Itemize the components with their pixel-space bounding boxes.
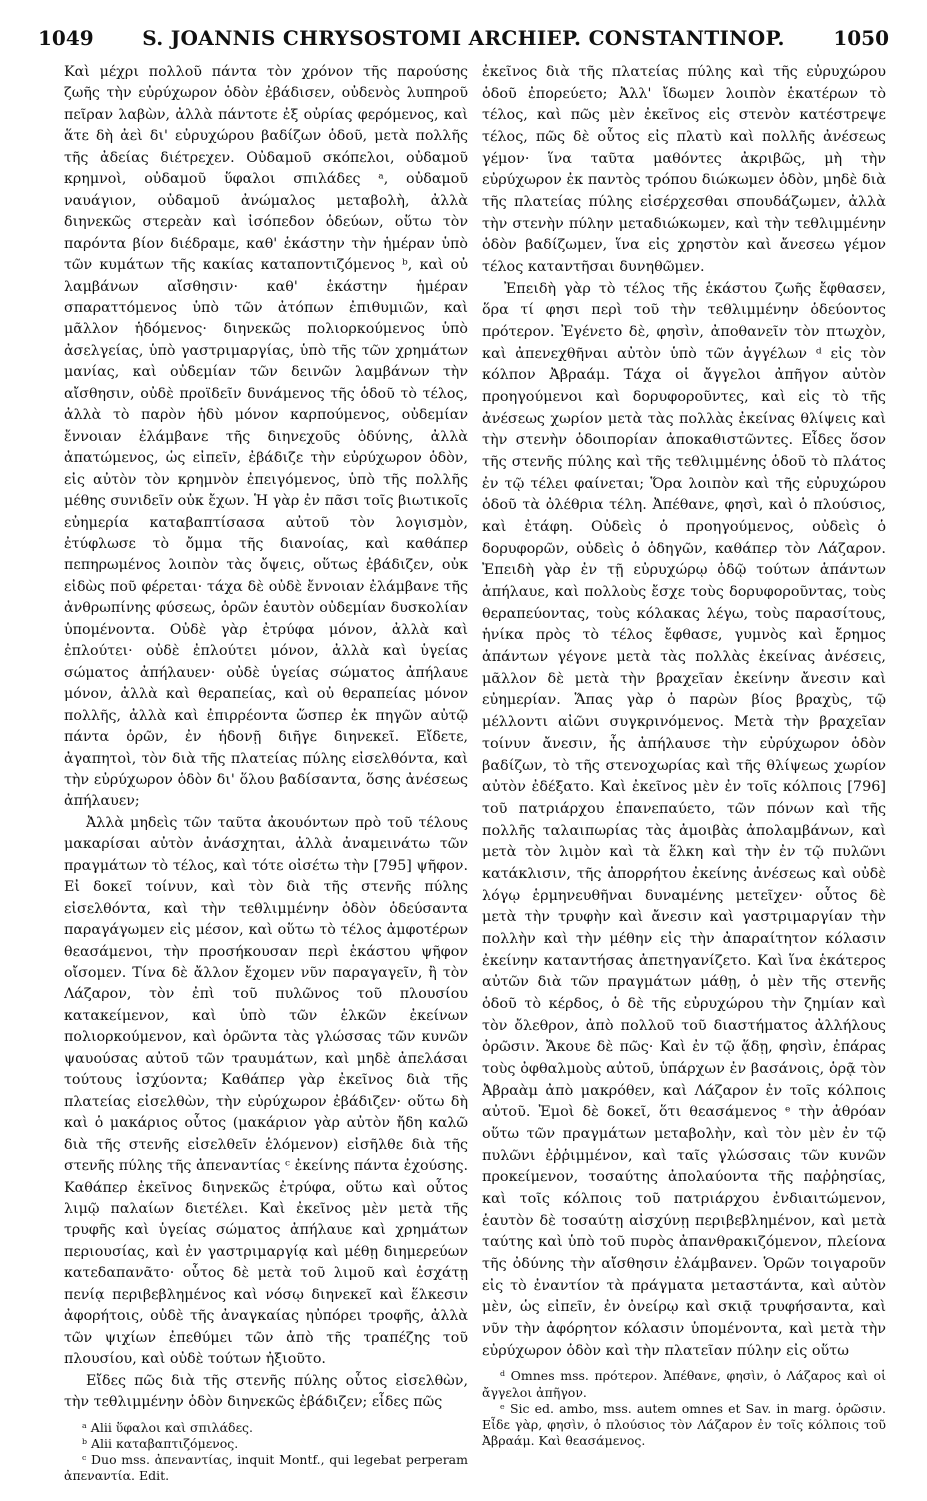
left-paragraph-2: Ἀλλὰ μηδεὶς τῶν ταῦτα ἀκουόντων πρὸ τοῦ τέλους μακαρίσαι αὐτὸν ἀνάσχηται, ἀλλὰ ἀναμεινάτω τῶν πραγμάτων τὸ τέλος, καὶ τότε οἰσέτω τὴν [795] ψῆφον. Εἰ δοκεῖ τοίνυν, καὶ τὸν διὰ τῆς στενῆς πύλης εἰσελθόντα, καὶ τὴν τεθλιμμένην ὁδὸν ὁδεύσαντα παραγάγωμεν εἰς μέσον, καὶ οὕτω τὸ τέλος ἀμφοτέρων θεασάμενοι, τὴν προσήκουσαν περὶ ἑκάστου ψῆφον οἴσομεν. Τίνα δὲ ἄλλον ἔχομεν νῦν παραγαγεῖν, ἢ τὸν Λάζαρον, τὸν ἐπὶ τοῦ πυλῶνος τοῦ πλουσίου κατακείμενον, καὶ ὑπὸ τῶν ἑλκῶν ἐκείνων πολιορκούμενον, καὶ ὁρῶντα τὰς γλώσσας τῶν κυνῶν ψαυούσας αὐτοῦ τῶν τραυμάτων, καὶ μηδὲ ἀπελάσαι τούτους ἰσχύοντα; Καθάπερ γὰρ ἐκεῖνος διὰ τῆς πλατείας εἰσελθὼν, τὴν εὐρύχωρον ἐβάδιζεν· οὕτω δὴ καὶ ὁ μακάριος οὗτος (μακάριον γὰρ αὐτὸν ἤδη καλῶ διὰ τῆς στενῆς εἰσελθεῖν ἑλόμενον) εἰσῆλθε διὰ τῆς στενῆς πύλης τῆς ἀπεναντίας ᶜ ἐκείνης πάντα ἐχούσης. Καθάπερ ἐκεῖνος διηνεκῶς ἐτρύφα, οὕτω καὶ οὗτος λιμῷ παλαίων διετέλει. Καὶ ἐκεῖνος μὲν μετὰ τῆς τρυφῆς καὶ ὑγείας σώματος ἀπήλαυε καὶ χρημάτων περιουσίας, καὶ ἐν γαστριμαργίᾳ καὶ μέθῃ διημερεύων κατεδαπανᾶτο· οὗτος δὲ μετὰ τοῦ λιμοῦ καὶ ἐσχάτῃ πενίᾳ περιβεβλημένος καὶ νόσῳ διηνεκεῖ καὶ ἕλκεσιν ἀφορήτοις, οὐδὲ τῆς ἀναγκαίας ηὐπόρει τροφῆς, ἀλλὰ τῶν ψιχίων ἐπεθύμει τῶν ἀπὸ τῆς τραπέζης τοῦ πλουσίου, καὶ οὐδὲ τούτων ἠξιοῦτο. [64, 814, 468, 1368]
footnote-b: ᵇ Alii καταβαπτιζόμενος. [82, 1435, 239, 1451]
left-paragraph-1: Καὶ μέχρι πολλοῦ πάντα τὸν χρόνον τῆς παρούσης ζωῆς τὴν εὐρύχωρον ὁδὸν ἐβάδισεν, οὐδενὸς λυπηροῦ πεῖραν λαβὼν, ἀλλὰ πάντοτε ἐξ οὐρίας φερόμενος, καὶ ἅτε δὴ ἀεὶ δι' εὐρυχώρου βαδίζων ὁδοῦ, μετὰ πολλῆς τῆς ἀδείας διέτρεχεν. Οὐδαμοῦ σκόπελοι, οὐδαμοῦ κρημνοὶ, οὐδαμοῦ ὕφαλοι σπιλάδες ᵃ, οὐδαμοῦ ναυάγιον, οὐδαμοῦ ἀνώμαλος μεταβολὴ, ἀλλὰ διηνεκῶς στερεὰν καὶ ἰσόπεδον ὁδεύων, οὕτω τὸν παρόντα βίον διέδραμε, καθ' ἑκάστην τὴν ἡμέραν ὑπὸ τῶν κυμάτων τῆς κακίας καταποντιζόμενος ᵇ, καὶ οὐ λαμβάνων αἴσθησιν· καθ' ἑκάστην ἡμέραν σπαραττόμενος ὑπὸ τῶν ἀτόπων ἐπιθυμιῶν, καὶ μᾶλλον ἡδόμενος· διηνεκῶς πολιορκούμενος ὑπὸ ἀσελγείας, ὑπὸ γαστριμαργίας, ὑπὸ τῆς τῶν χρημάτων μανίας, καὶ οὐδεμίαν τῶν δεινῶν λαμβάνων τὴν αἴσθησιν, οὐδὲ προϊδεῖν δυνάμενος τῆς ὁδοῦ τὸ τέλος, ἀλλὰ τὸ παρὸν ἡδὺ μόνον καρπούμενος, οὐδεμίαν ἔννοιαν ἐλάμβανε τῆς διηνεχοῦς ὀδύνης, ἀλλὰ ἀπατώμενος, ὡς εἰπεῖν, ἐβάδιζε τὴν εὐρύχωρον ὁδὸν, εἰς αὐτὸν τὸν κρημνὸν ἐπειγόμενος, ὑπὸ τῆς πολλῆς μέθης συνιδεῖν οὐκ ἔχων. Ἡ γὰρ ἐν πᾶσι τοῖς βιωτικοῖς εὐημερία καταβαπτίσασα αὐτοῦ τὸν λογισμὸν, ἐτύφλωσε τὸ ὄμμα τῆς διανοίας, καὶ καθάπερ πεπηρωμένος λοιπὸν τὰς ὄψεις, οὕτως ἐβάδιζεν, οὐκ εἰδὼς ποῦ φέρεται· τάχα δὲ οὐδὲ ἔννοιαν ἐλάμβανε τῆς ἀνθρωπίνης φύσεως, ὁρῶν ἑαυτὸν οὐδεμίαν δυσκολίαν ὑπομένοντα. Οὐδὲ γὰρ ἐτρύφα μόνον, ἀλλὰ καὶ ἐπλούτει· οὐδὲ ἐπλούτει μόνον, ἀλλὰ καὶ ὑγείας σώματος ἀπήλαυεν· οὐδὲ ὑγείας σώματος ἀπήλαυε μόνον, ἀλλὰ καὶ θεραπείας, καὶ οὐ θεραπείας μόνον πολλῆς, ἀλλὰ καὶ ἐπιρρέοντα ὥσπερ ἐκ πηγῶν αὐτῷ πάντα ὁρῶν, ἐν ἡδονῇ διῆγε διηνεκεῖ. Εἴδετε, ἀγαπητοὶ, τὸν διὰ τῆς πλατείας πύλης εἰσελθόντα, καὶ τὴν εὐρύχωρον ὁδὸν δι' ὅλου βαδίσαντα, ὅσης ἀνέσεως ἀπήλαυεν; [64, 64, 468, 810]
footnote-e: ᵉ Sic ed. ambo, mss. autem omnes et Sav. in marg. ὁρῶσιν. Εἶδε γὰρ, φησὶν, ὁ πλούσιος τὸν Λάζαρον ἐν τοῖς κόλποις τοῦ Ἀβραάμ. Καὶ θεασάμενος. [482, 1400, 886, 1449]
running-title: S. JOANNIS CHRYSOSTOMI ARCHIEP. CONSTANTINOP. [142, 26, 785, 50]
right-paragraph-1: ἐκεῖνος διὰ τῆς πλατείας πύλης καὶ τῆς εὐρυχώρου ὁδοῦ ἐπορεύετο; Ἀλλ' ἴδωμεν λοιπὸν ἑκατέρων τὸ τέλος, καὶ πῶς μὲν ἐκεῖνος εἰς στενὸν κατέστρεψε τέλος, πῶς δὲ οὗτος εἰς πλατὺ καὶ πολλῆς ἀνέσεως γέμον· ἵνα ταῦτα μαθόντες ἀκριβῶς, μὴ τὴν εὐρύχωρον ἐκ παντὸς τρόπου διώκωμεν ὁδὸν, μηδὲ διὰ τῆς πλατείας πύλης εἰσέρχεσθαι σπουδάζωμεν, ἀλλὰ τὴν στενὴν πύλην μεταδιώκωμεν, καὶ τὴν τεθλιμμένην ὁδὸν βαδίζωμεν, ἵνα εἰς χρηστὸν καὶ ἄνεσεω γέμον τέλος καταντῆσαι δυνηθῶμεν. [482, 64, 886, 276]
right-column [482, 62, 886, 1449]
page-number-left: 1049 [38, 26, 94, 50]
right-paragraph-2: Ἐπειδὴ γὰρ τὸ τέλος τῆς ἑκάστου ζωῆς ἔφθασεν, ὅρα τί φησι περὶ τοῦ τὴν τεθλιμμένην ὁδεύοντος πρότερον. Ἐγένετο δὲ, φησὶν, ἀποθανεῖν τὸν πτωχὸν, καὶ ἀπενεχθῆναι αὐτὸν ὑπὸ τῶν ἀγγέλων ᵈ εἰς τὸν κόλπον Ἀβραάμ. Τάχα οἱ ἄγγελοι ἀπῆγον αὐτὸν προηγούμενοι καὶ δορυφοροῦντες, καὶ εἰς τὸ τῆς ἀνέσεως χωρίον μετὰ τὰς πολλὰς ἐκείνας θλίψεις καὶ τὴν στενὴν ὁδοιπορίαν ἀποκαθιστῶντες. Εἶδες ὅσον τῆς στενῆς πύλης καὶ τῆς τεθλιμμένης ὁδοῦ τὸ πλάτος ἐν τῷ τέλει φαίνεται; Ὅρα λοιπὸν καὶ τῆς εὐρυχώρου ὁδοῦ τὰ ὀλέθρια τέλη. Ἀπέθανε, φησὶ, καὶ ὁ πλούσιος, καὶ ἐτάφη. Οὐδεὶς ὁ προηγούμενος, οὐδεὶς ὁ δορυφορῶν, οὐδεὶς ὁ ὁδηγῶν, καθάπερ τὸν Λάζαρον. Ἐπειδὴ γὰρ ἐν τῇ εὐρυχώρῳ ὁδῷ τούτων ἁπάντων ἀπήλαυε, καὶ πολλοὺς ἔσχε τοὺς δορυφοροῦντας, τοὺς θεραπεύοντας, τοὺς κόλακας λέγω, τοὺς παρασίτους, ἡνίκα πρὸς τὸ τέλος ἔφθασε, γυμνὸς καὶ ἔρημος ἁπάντων γέγονε μετὰ τὰς πολλὰς ἐκείνας ἀνέσεις, μᾶλλον δὲ μετὰ τὴν βραχεῖαν ἐκείνην ἄνεσιν καὶ εὐημερίαν. Ἅπας γὰρ ὁ παρὼν βίος βραχὺς, τῷ μέλλοντι αἰῶνι συγκρινόμενος. Μετὰ τὴν βραχεῖαν τοίνυν ἄνεσιν, ἧς ἀπήλαυσε τὴν εὐρύχωρον ὁδὸν βαδίζων, τὸ τῆς στενοχωρίας καὶ τῆς θλίψεως χωρίον αὐτὸν ἐδέξατο. Καὶ ἐκεῖνος μὲν ἐν τοῖς κόλποις [796] τοῦ πατριάρχου ἐπανεπαύετο, τῶν πόνων καὶ τῆς πολλῆς ταλαιπωρίας τὰς ἀμοιβὰς ἀπολαμβάνων, καὶ μετὰ τὸν λιμὸν καὶ τὰ ἕλκη καὶ τὴν ἐν τῷ πυλῶνι κατάκλισιν, τῆς ἀπορρήτου ἐκείνης ἀνέσεως καὶ οὐδὲ λόγῳ ἑρμηνευθῆναι δυναμένης μετεῖχεν· οὗτος δὲ μετὰ τὴν τρυφὴν καὶ ἄνεσιν καὶ γαστριμαργίαν τὴν πολλὴν καὶ τὴν μέθην εἰς τὴν ἀπαραίτητον κόλασιν ἐκείνην καταντήσας ἀπετηγανίζετο. Καὶ ἵνα ἑκάτερος αὐτῶν διὰ τῶν πραγμάτων μάθῃ, ὁ μὲν τῆς στενῆς ὁδοῦ τὸ κέρδος, ὁ δὲ τῆς εὐρυχώρου τὴν ζημίαν καὶ τὸν ὄλεθρον, ἀπὸ πολλοῦ τοῦ διαστήματος ἀλλήλους ὁρῶσιν. Ἄκουε δὲ πῶς· Καὶ ἐν τῷ ᾅδῃ, φησὶν, ἐπάρας τοὺς ὀφθαλμοὺς αὐτοῦ, ὑπάρχων ἐν βασάνοις, ὁρᾷ τὸν Ἀβραὰμ ἀπὸ μακρόθεν, καὶ Λάζαρον ἐν τοῖς κόλποις αὐτοῦ. Ἐμοὶ δὲ δοκεῖ, ὅτι θεασάμενος ᵉ τὴν ἀθρόαν οὕτω τῶν πραγμάτων μεταβολὴν, καὶ τὸν μὲν ἐν τῷ πυλῶνι ἐῤῥιμμένον, καὶ ταῖς γλώσσαις τῶν κυνῶν προκείμενον, τοσαύτης ἀπολαύοντα τῆς παῤῥησίας, καὶ τοῖς κόλποις τοῦ πατριάρχου ἐνδιαιτώμενον, ἑαυτὸν δὲ τοσαύτῃ αἰσχύνῃ περιβεβλημένον, καὶ μετὰ ταύτης καὶ ὑπὸ τοῦ πυρὸς ἀπανθρακιζόμενον, πλείονα τῆς ὀδύνης τὴν αἴσθησιν ἐλάμβανεν. Ὁρῶν τοιγαροῦν εἰς τὸ ἐναντίον τὰ πράγματα μεταστάντα, καὶ αὐτὸν μὲν, ὡς εἰπεῖν, ἐν ὀνείρῳ καὶ σκιᾷ τρυφήσαντα, καὶ νῦν τὴν ἀφόρητον κόλασιν ὑπομένοντα, καὶ μετὰ τὴν εὐρύχωρον ὁδὸν καὶ τὴν πλατεῖαν πύλην εἰς οὕτω [482, 280, 886, 1359]
page-header [30, 26, 897, 60]
right-footnotes [482, 1368, 886, 1449]
left-paragraph-3: Εἴδες πῶς διὰ τῆς στενῆς πύλης οὗτος εἰσελθὼν, τὴν τεθλιμμένην ὁδὸν διηνεκῶς ἐβάδιζεν; εἶδες πῶς [64, 1372, 468, 1411]
left-footnotes [64, 1420, 468, 1485]
left-column [64, 62, 468, 1484]
footnote-d: ᵈ Omnes mss. πρότερον. Ἀπέθανε, φησὶν, ὁ Λάζαρος καὶ οἱ ἄγγελοι ἀπῆγον. [482, 1368, 886, 1400]
footnote-c: ᶜ Duo mss. ἀπεναντίας, inquit Montf., qui legebat perperam ἀπεναντία. Edit. [64, 1451, 468, 1484]
footnote-a: ᵃ Alii ὕφαλοι καὶ σπιλάδες. [82, 1419, 254, 1435]
page-number-right: 1050 [833, 26, 889, 50]
